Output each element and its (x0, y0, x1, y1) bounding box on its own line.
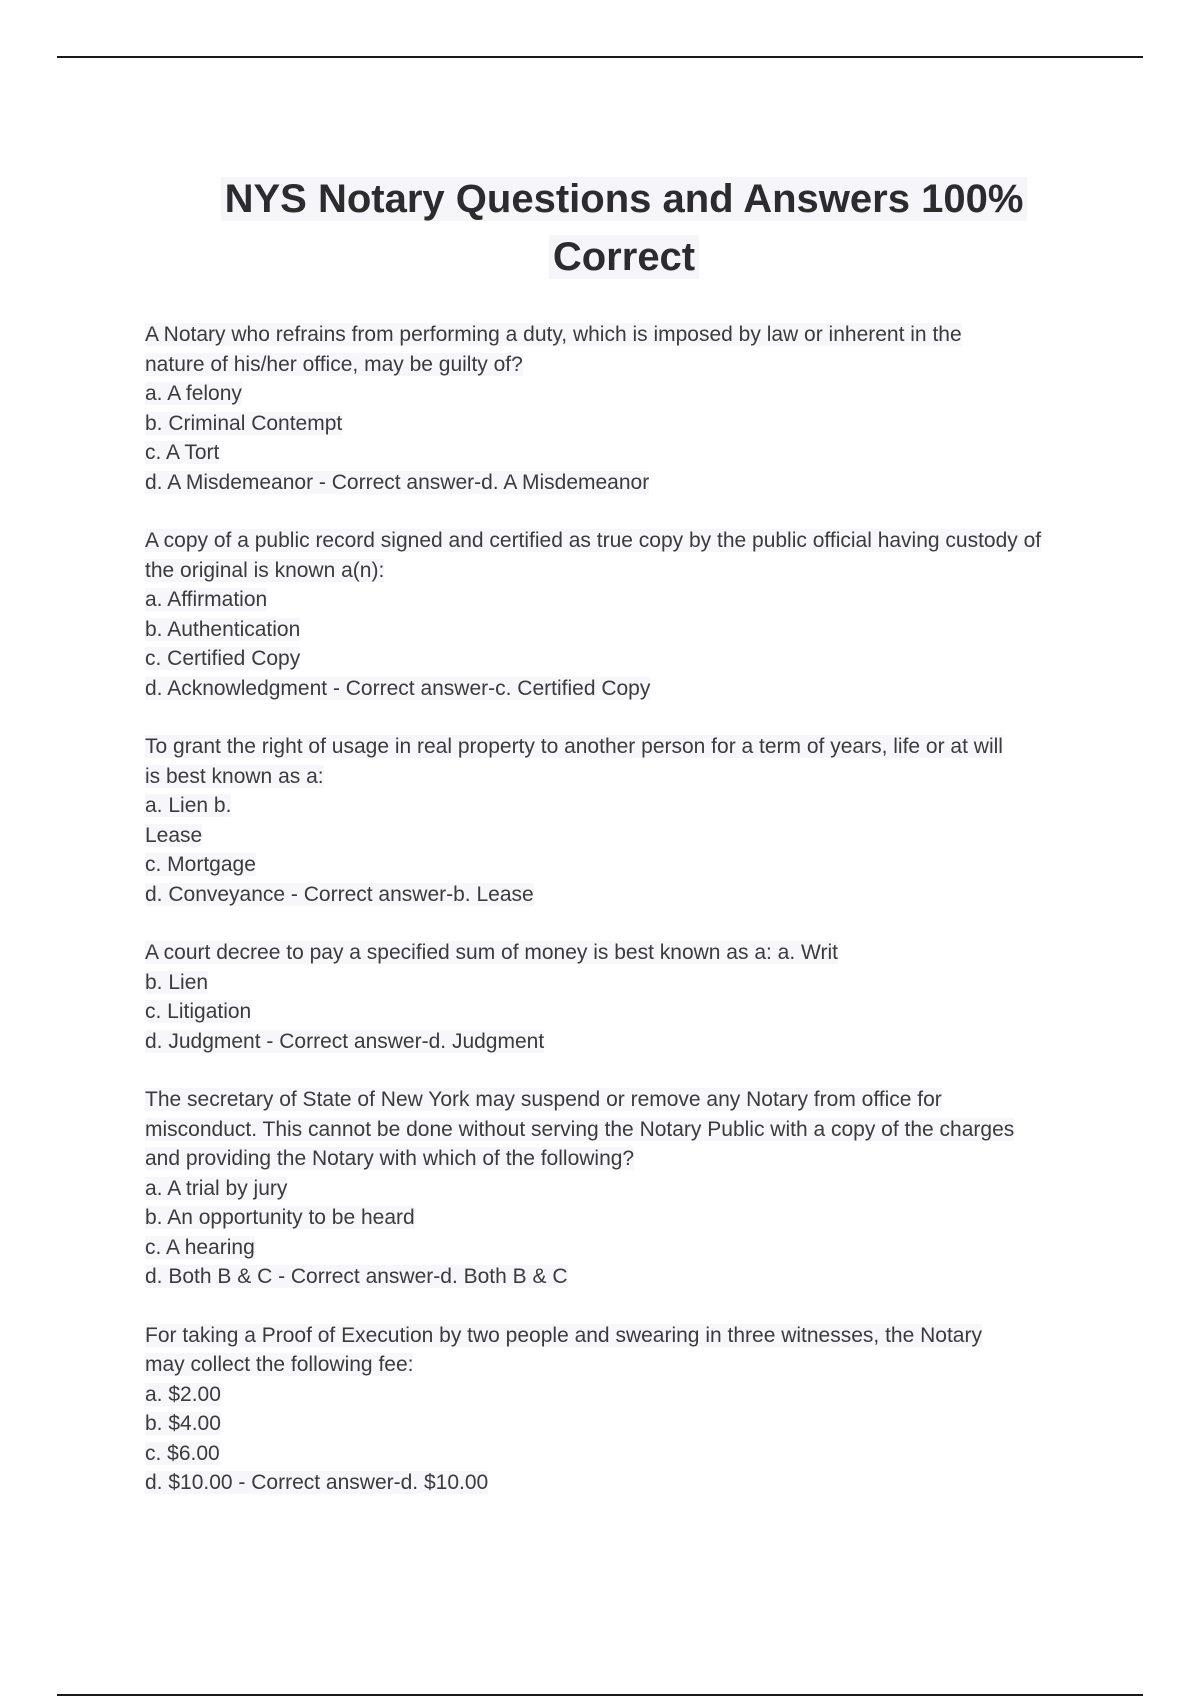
question-line (145, 1380, 1105, 1410)
question-line (145, 526, 1105, 556)
question-line-text: d. $10.00 - Correct answer-d. $10.00 (145, 1471, 489, 1494)
question-line-text: c. A Tort (145, 441, 220, 464)
question-line (145, 350, 1105, 380)
question-line (145, 1321, 1105, 1351)
question-line (145, 1409, 1105, 1439)
question-line (145, 585, 1105, 615)
question-line (145, 1203, 1105, 1233)
question-line-text: misconduct. This cannot be done without serving the Notary Public with a copy of the charges (145, 1117, 1015, 1141)
question-line-text: and providing the Notary with which of the following? (145, 1147, 635, 1170)
question-line-text: d. Judgment - Correct answer-d. Judgment (145, 1029, 545, 1053)
question-line-text: b. $4.00 (145, 1412, 221, 1435)
question-line (145, 320, 1105, 350)
question-line (145, 468, 1105, 498)
question-line (145, 409, 1105, 439)
question-line-text: a. Lien b. (145, 794, 232, 817)
question-line-text: A copy of a public record signed and certified as true copy by the public official having custody of (145, 529, 1042, 552)
question-line (145, 1085, 1105, 1115)
question-list (145, 320, 1105, 1527)
question-line-text: d. Acknowledgment - Correct answer-c. Certified Copy (145, 676, 651, 700)
question-line (145, 1115, 1105, 1145)
question-line-text: The secretary of State of New York may suspend or remove any Notary from office for (145, 1088, 942, 1111)
question-line (145, 1468, 1105, 1498)
question-line (145, 762, 1105, 792)
question-block (145, 526, 1105, 703)
question-line (145, 850, 1105, 880)
question-line-text: d. A Misdemeanor - Correct answer-d. A Misdemeanor (145, 470, 650, 494)
question-line (145, 1027, 1105, 1057)
question-line (145, 438, 1105, 468)
question-line (145, 1233, 1105, 1263)
question-line (145, 821, 1105, 851)
question-line-text: a. A felony (145, 382, 242, 405)
question-line-text: Lease (145, 823, 203, 847)
question-line-text: d. Conveyance - Correct answer-b. Lease (145, 882, 534, 906)
question-line-text: c. Litigation (145, 1000, 252, 1023)
question-line (145, 1144, 1105, 1174)
question-line (145, 732, 1105, 762)
question-line (145, 880, 1105, 910)
document-title-line-2: Correct (549, 235, 699, 279)
question-line (145, 938, 1105, 968)
question-line (145, 615, 1105, 645)
question-line (145, 1439, 1105, 1469)
question-line (145, 556, 1105, 586)
document-title-line-1: NYS Notary Questions and Answers 100% (221, 177, 1028, 221)
question-line-text: b. Authentication (145, 617, 301, 641)
question-line-text: a. $2.00 (145, 1382, 221, 1406)
question-line (145, 379, 1105, 409)
document-title (150, 170, 1098, 286)
question-line-text: is best known as a: (145, 764, 324, 788)
question-line-text: c. Certified Copy (145, 647, 301, 670)
question-line (145, 674, 1105, 704)
question-line-text: d. Both B & C - Correct answer-d. Both B & C (145, 1265, 568, 1288)
question-line (145, 791, 1105, 821)
question-line-text: nature of his/her office, may be guilty of? (145, 352, 523, 376)
question-line-text: a. A trial by jury (145, 1176, 288, 1200)
question-line-text: A Notary who refrains from performing a duty, which is imposed by law or inherent in the (145, 323, 962, 346)
question-line (145, 1174, 1105, 1204)
question-line-text: For taking a Proof of Execution by two people and swearing in three witnesses, the Notary (145, 1323, 982, 1347)
question-line-text: b. An opportunity to be heard (145, 1206, 415, 1229)
question-line (145, 644, 1105, 674)
question-line-text: To grant the right of usage in real property to another person for a term of years, life or at will (145, 735, 1003, 758)
question-line (145, 997, 1105, 1027)
question-line-text: the original is known a(n): (145, 558, 385, 582)
question-line-text: b. Criminal Contempt (145, 411, 343, 435)
question-line (145, 1262, 1105, 1292)
question-line (145, 1350, 1105, 1380)
question-block (145, 732, 1105, 909)
question-line-text: A court decree to pay a specified sum of money is best known as a: a. Writ (145, 941, 838, 964)
header-rule (57, 56, 1143, 58)
question-line-text: c. $6.00 (145, 1441, 220, 1465)
question-line-text: b. Lien (145, 970, 209, 994)
question-block (145, 1085, 1105, 1292)
question-line-text: may collect the following fee: (145, 1353, 414, 1376)
footer-rule (57, 1694, 1143, 1696)
question-line-text: c. A hearing (145, 1235, 255, 1259)
question-line-text: c. Mortgage (145, 853, 256, 876)
question-block (145, 1321, 1105, 1498)
question-block (145, 320, 1105, 497)
question-line (145, 968, 1105, 998)
question-line-text: a. Affirmation (145, 588, 268, 611)
question-block (145, 938, 1105, 1056)
